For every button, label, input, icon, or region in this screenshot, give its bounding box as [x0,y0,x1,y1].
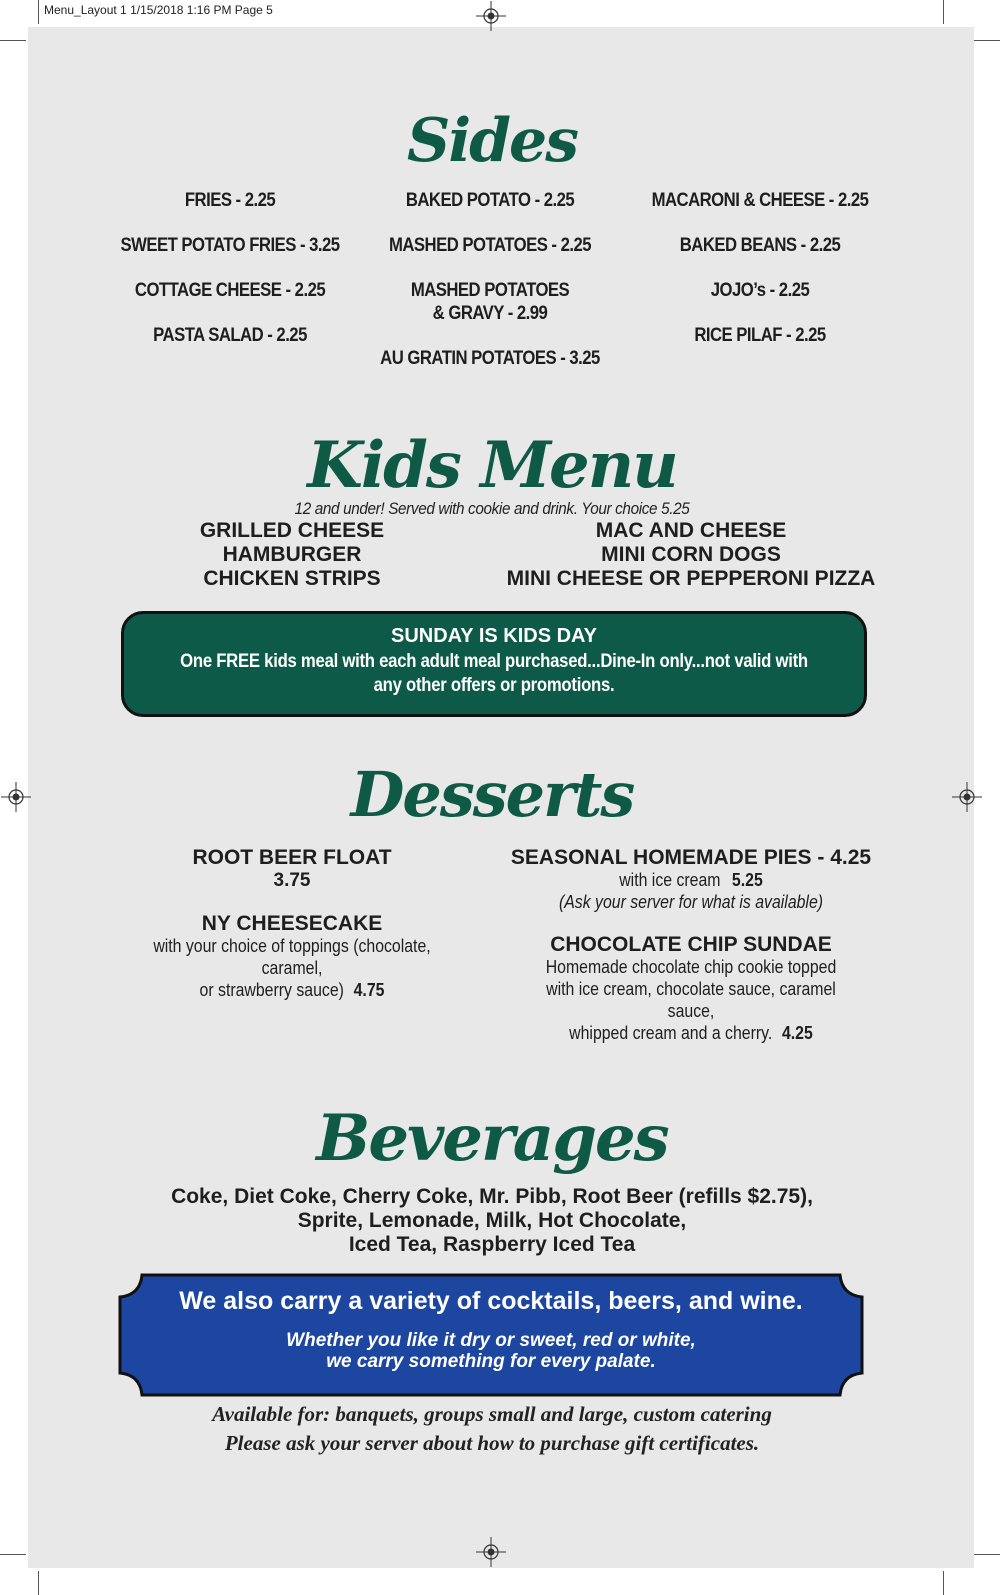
side-item: MACARONI & CHEESE - 2.25 [651,190,869,211]
dessert-description: with ice cream, chocolate sauce, caramel sauce, [546,979,836,1021]
kids-column-right [500,519,882,591]
dessert-description: or strawberry sauce) [199,980,344,1000]
side-item: COTTAGE CHEESE - 2.25 [134,280,326,301]
dessert-title: CHOCOLATE CHIP SUNDAE [550,933,832,956]
dessert-price: 5.25 [731,870,763,890]
beverages-line: Coke, Diet Coke, Cherry Coke, Mr. Pibb, Root Beer (refills $2.75), [171,1185,813,1208]
side-item: MASHED POTATOES [410,280,570,301]
beverages-line: Iced Tea, Raspberry Iced Tea [348,1233,636,1256]
trim-mark [38,0,39,24]
kids-day-title: SUNDAY IS KIDS DAY [391,625,597,647]
cocktails-title: We also carry a variety of cocktails, beers, and wine. [179,1287,803,1315]
kids-day-text: any other offers or promotions. [373,675,615,696]
kids-item: GRILLED CHEESE [199,519,385,542]
footer-notes [0,1400,984,1458]
sides-column-3 [620,189,900,369]
footer-line: Available for: banquets, groups small and large, custom catering [212,1402,772,1426]
sides-column-1 [100,189,360,369]
side-item: JOJO’s - 2.25 [710,280,810,301]
beverages-heading: Beverages [316,1101,668,1176]
dessert-description-row [134,979,451,1001]
side-item: RICE PILAF - 2.25 [694,325,826,346]
side-item: MASHED POTATOES - 2.25 [388,235,592,256]
desserts-column-right [500,846,882,1044]
side-item: SWEET POTATO FRIES - 3.25 [120,235,340,256]
kids-menu-subtitle: 12 and under! Served with cookie and drink. Your choice 5.25 [294,499,690,518]
dessert-note-text: (Ask your server for what is available) [558,892,824,912]
side-item: BAKED BEANS - 2.25 [679,235,841,256]
cocktails-subtitle: we carry something for every palate. [326,1351,656,1372]
dessert-description: with ice cream [619,870,721,890]
print-slug: Menu_Layout 1 1/15/2018 1:16 PM Page 5 [44,3,273,17]
kids-item: MAC AND CHEESE [595,519,787,542]
dessert-price: 4.75 [353,980,385,1000]
trim-mark [943,0,944,24]
side-item: AU GRATIN POTATOES - 3.25 [380,348,600,369]
kids-item: HAMBURGER [222,543,362,566]
kids-column-left [142,519,442,591]
desserts-column-left [112,846,472,1001]
kids-item: MINI CORN DOGS [601,543,781,566]
dessert-title: SEASONAL HOMEMADE PIES - 4.25 [510,846,872,869]
registration-mark-icon [476,1537,506,1567]
dessert-price: 4.25 [781,1023,813,1043]
kids-menu-heading: Kids Menu [307,428,677,503]
sides-column-2 [360,189,620,392]
trim-mark [0,1554,26,1555]
cocktails-banner-text [118,1273,864,1372]
kids-day-text: One FREE kids meal with each adult meal purchased...Dine-In only...not valid with [180,651,808,672]
side-item: PASTA SALAD - 2.25 [153,325,307,346]
dessert-description-row [523,1022,859,1044]
dessert-title: NY CHEESECAKE [201,912,383,935]
dessert-note [523,891,859,913]
desserts-heading: Desserts [350,758,634,831]
cocktails-banner [118,1273,864,1397]
dessert-description: with your choice of toppings (chocolate, caramel, [153,936,431,978]
kids-day-banner [121,611,867,717]
dessert-description: Homemade chocolate chip cookie topped [545,957,837,977]
side-item: & GRAVY - 2.99 [432,303,548,324]
dessert-price: 3.75 [273,870,311,891]
cocktails-subtitle: Whether you like it dry or sweet, red or white, [286,1330,696,1351]
trim-mark [38,1571,39,1595]
footer-line: Please ask your server about how to purchase gift certificates. [224,1431,760,1455]
dessert-title: ROOT BEER FLOAT [192,846,392,869]
dessert-description: whipped cream and a cherry. [569,1023,773,1043]
trim-mark [943,1571,944,1595]
registration-mark-icon [476,1,506,31]
beverages-line: Sprite, Lemonade, Milk, Hot Chocolate, [297,1209,687,1232]
beverages-list [0,1185,984,1257]
sides-heading: Sides [406,106,578,176]
side-item: BAKED POTATO - 2.25 [405,190,575,211]
side-item: FRIES - 2.25 [184,190,276,211]
dessert-description-row [523,869,859,891]
kids-item: CHICKEN STRIPS [203,567,381,590]
trim-mark [0,40,26,41]
kids-item: MINI CHEESE OR PEPPERONI PIZZA [506,567,876,590]
